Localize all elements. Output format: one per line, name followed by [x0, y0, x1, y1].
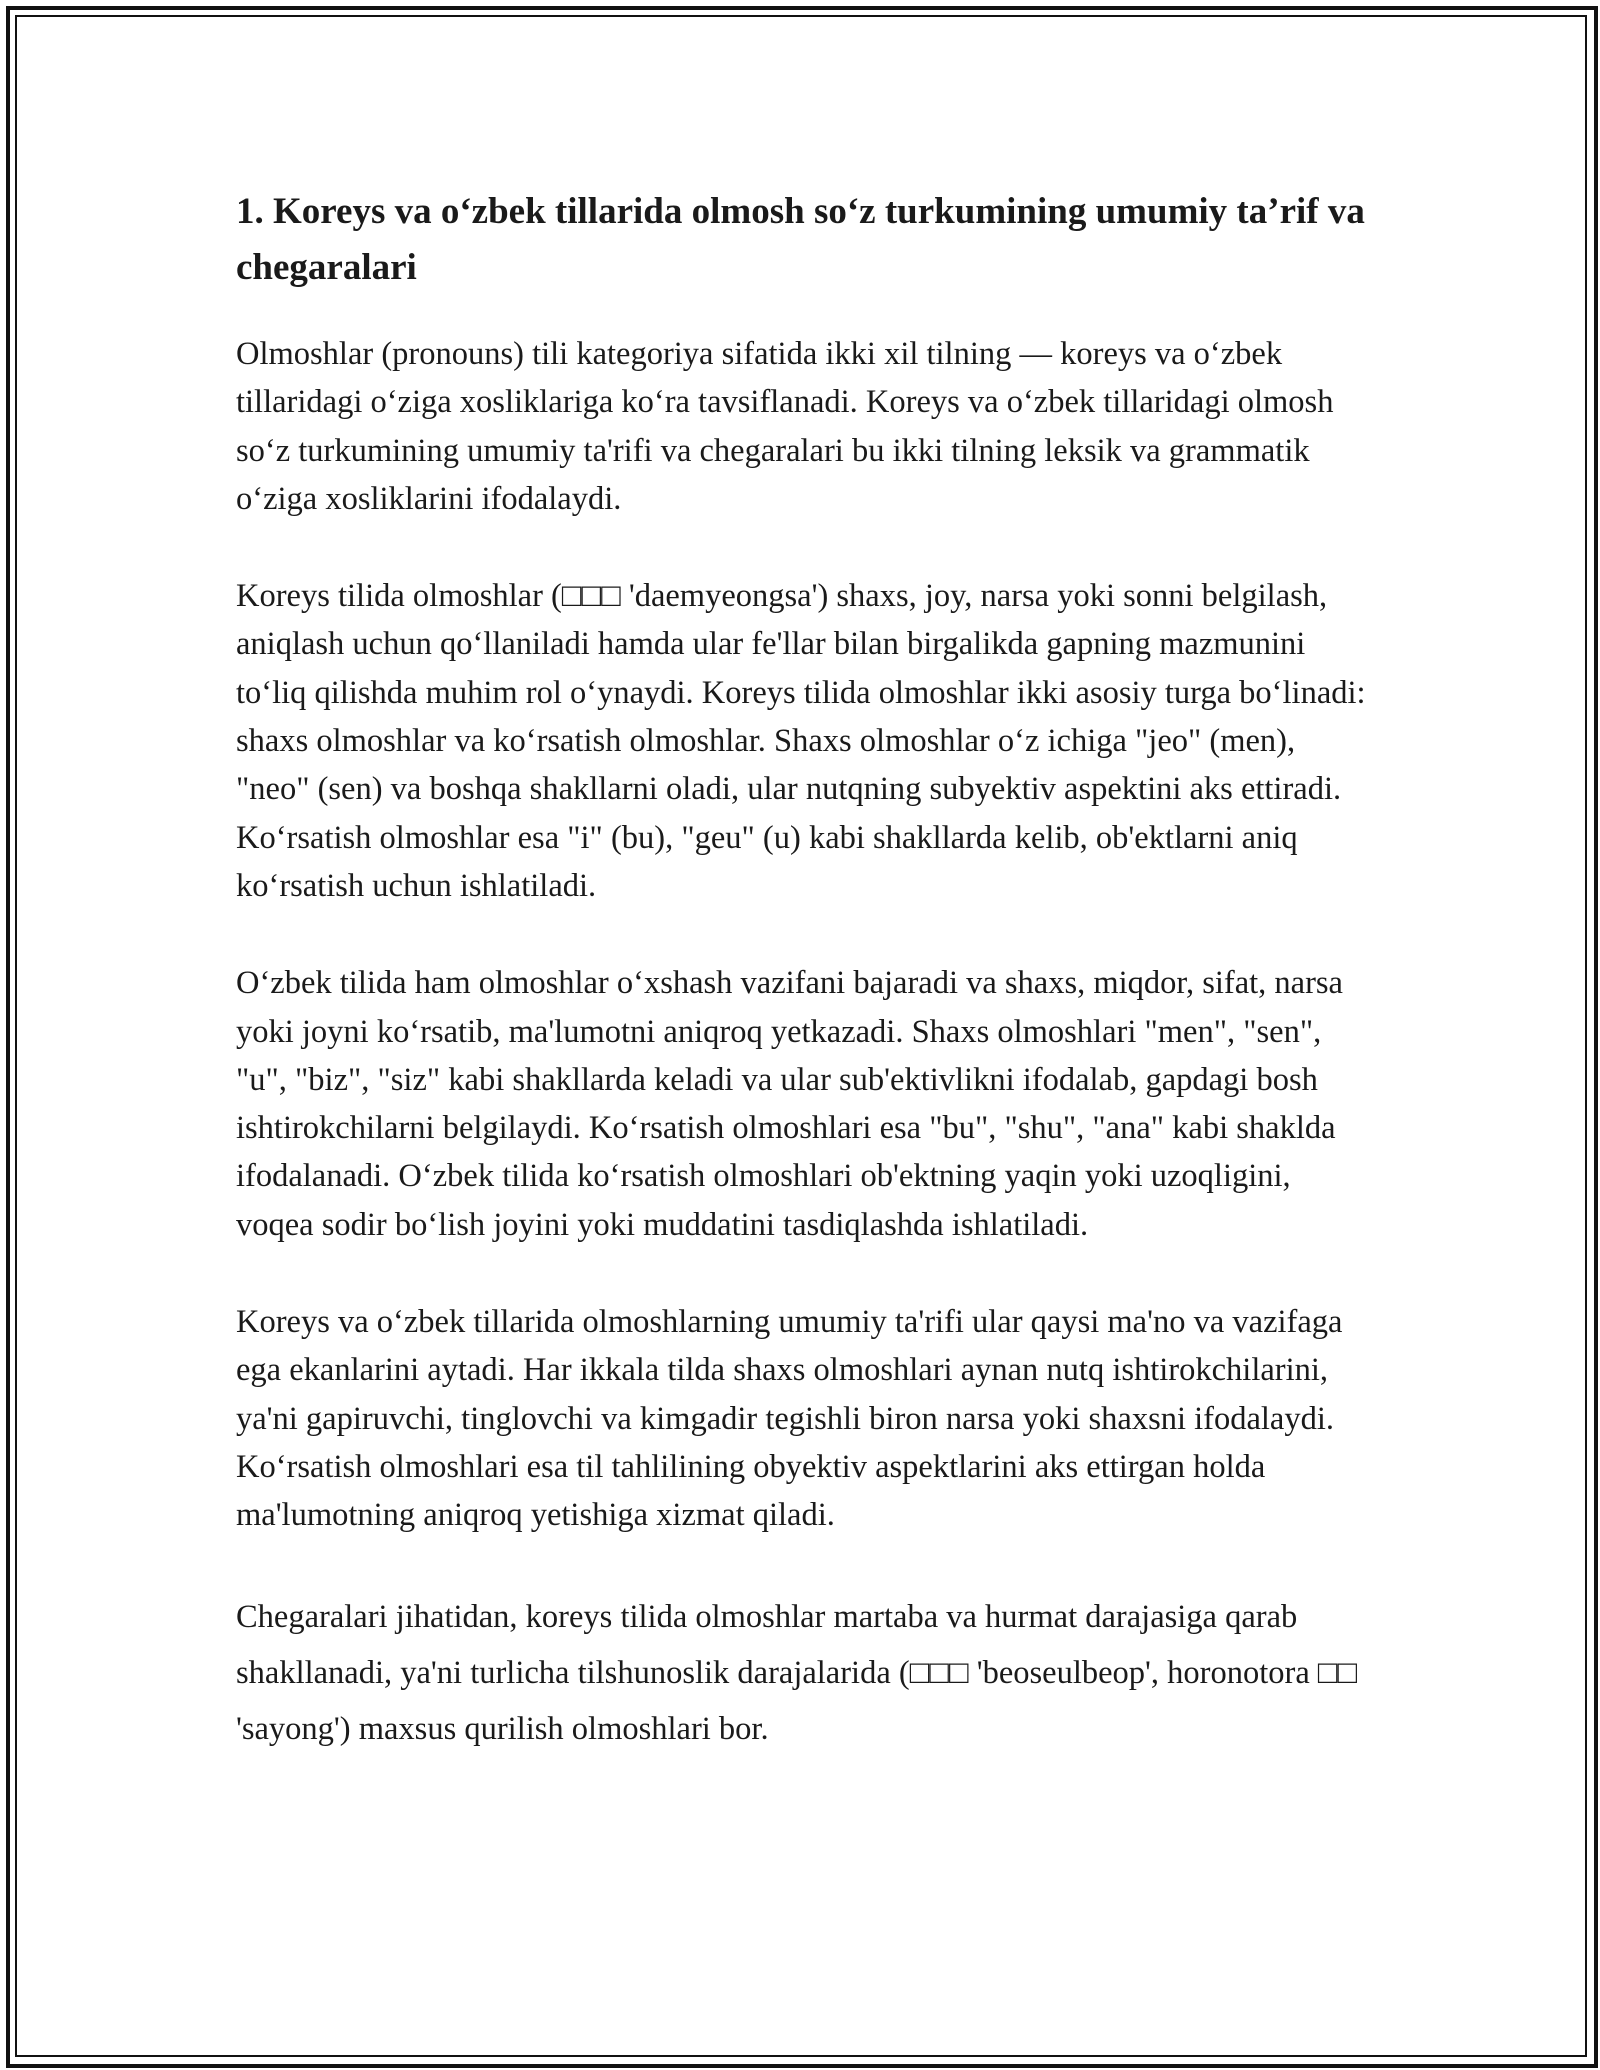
paragraph-intro: Olmoshlar (pronouns) tili kategoriya sifatida ikki xil tilning — koreys va o‘zbek tillaridagi o‘ziga xosliklariga ko‘ra tavsiflanadi. Koreys va o‘zbek tillaridagi olmosh so‘z turkumining umumiy ta'rifi va chegaralari bu ikki tilning leksik va grammatik o‘ziga xosliklarini ifodalaydi. [236, 336, 1334, 517]
section-heading: 1. Koreys va o‘zbek tillarida olmosh so‘z turkumining umumiy ta’rif va chegaralari [236, 191, 1365, 288]
document-body [236, 184, 1376, 1806]
paragraph-general-definition: Koreys va o‘zbek tillarida olmoshlarning umumiy ta'rifi ular qaysi ma'no va vazifaga ega ekanlarini aytadi. Har ikkala tilda shaxs olmoshlari aynan nutq ishtirokchilarini, ya'ni gapiruvchi, tinglovchi va kimgadir tegishli biron narsa yoki shaxsni ifodalaydi. Ko‘rsatish olmoshlari esa til tahlilining obyektiv aspektlarini aks ettirgan holda ma'lumotning aniqroq yetishiga xizmat qiladi. [236, 1304, 1343, 1534]
paragraph-boundaries: Chegaralari jihatidan, koreys tilida olmoshlar martaba va hurmat darajasiga qarab shakllanadi, ya'ni turlicha tilshunoslik darajalarida (□□□ 'beoseulbeop', horonotora □□ 'sayong') maxsus qurilish olmoshlari bor. [236, 1598, 1358, 1747]
paragraph-korean-pronouns: Koreys tilida olmoshlar (□□□ 'daemyeongsa') shaxs, joy, narsa yoki sonni belgilash, aniqlash uchun qo‘llaniladi hamda ular fe'llar bilan birgalikda gapning mazmunini to‘liq qilishda muhim rol o‘ynaydi. Koreys tilida olmoshlar ikki asosiy turga bo‘linadi: shaxs olmoshlar va ko‘rsatish olmoshlar. Shaxs olmoshlar o‘z ichiga "jeo" (men), "neo" (sen) va boshqa shakllarni oladi, ular nutqning subyektiv aspektini aks ettiradi. Ko‘rsatish olmoshlar esa "i" (bu), "geu" (u) kabi shakllarda kelib, ob'ektlarni aniq ko‘rsatish uchun ishlatiladi. [236, 578, 1366, 904]
paragraph-uzbek-pronouns: O‘zbek tilida ham olmoshlar o‘xshash vazifani bajaradi va shaxs, miqdor, sifat, narsa yoki joyni ko‘rsatib, ma'lumotni aniqroq yetkazadi. Shaxs olmoshlari "men", "sen", "u", "biz", "siz" kabi shakllarda keladi va ular sub'ektivlikni ifodalab, gapdagi bosh ishtirokchilarni belgilaydi. Ko‘rsatish olmoshlari esa "bu", "shu", "ana" kabi shaklda ifodalanadi. O‘zbek tilida ko‘rsatish olmoshlari ob'ektning yaqin yoki uzoqligini, voqea sodir bo‘lish joyini yoki muddatini tasdiqlashda ishlatiladi. [236, 965, 1343, 1243]
